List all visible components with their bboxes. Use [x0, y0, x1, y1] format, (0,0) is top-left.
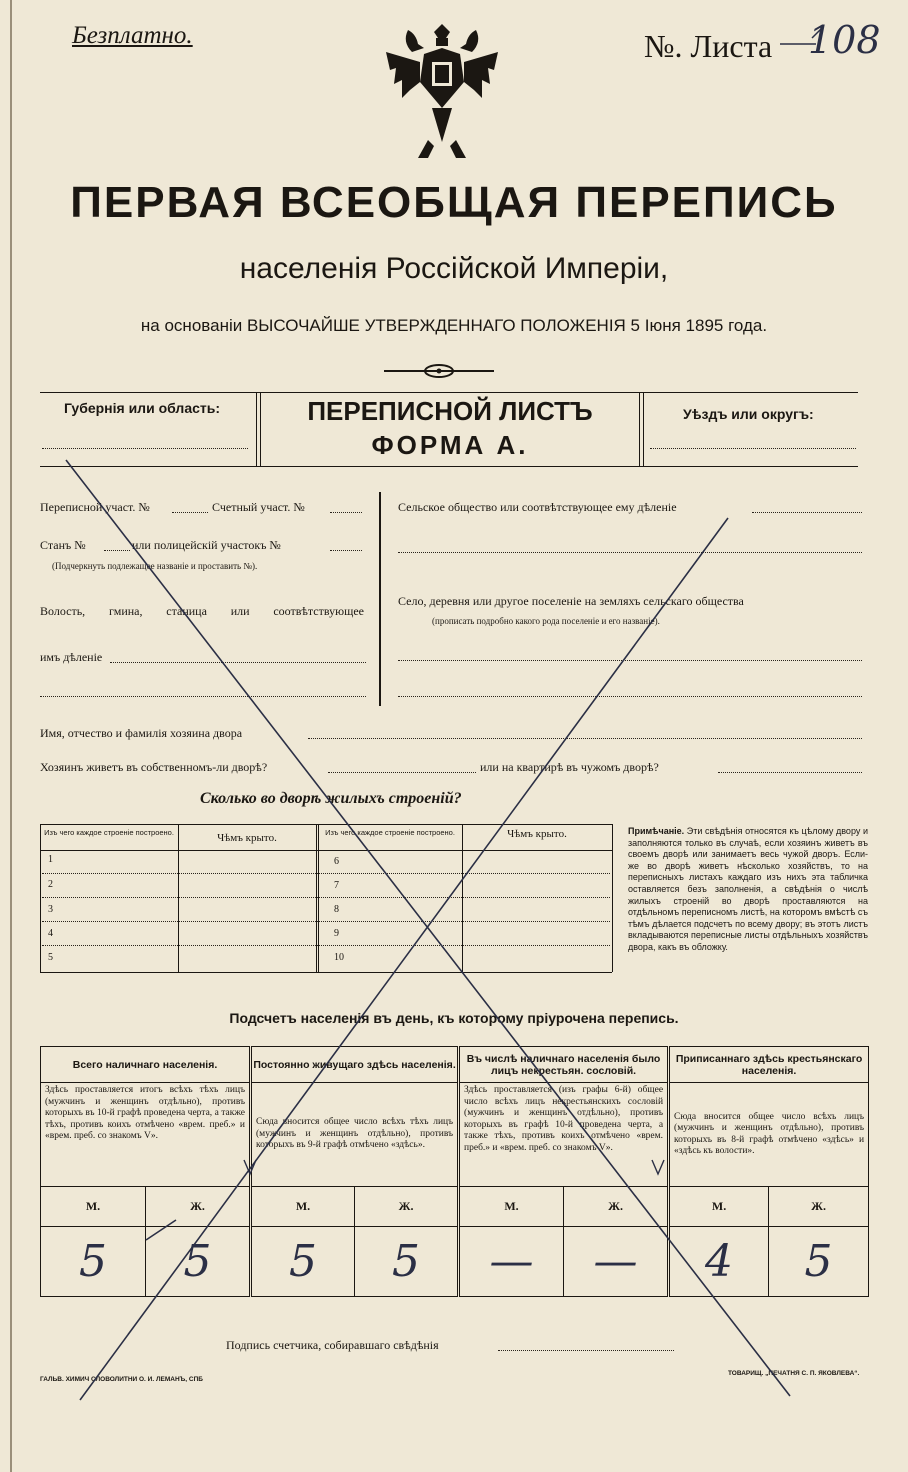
roof-header-left: Чѣмъ крыто.	[217, 832, 277, 844]
building-row-num: 8	[334, 904, 339, 915]
note-text: Эти свѣдѣнія относятся къ цѣлому двору и заполняются только въ случаѣ, если хозяинъ живетъ въ своемъ дворѣ или занимаетъ весь чужой дворъ. Если-же во дворѣ живетъ нѣсколько хозяйствъ, то на переписныхъ листахъ каждаго изъ нихъ эта табличка оставляется безъ заполненія, а свѣдѣнія о числѣ жилыхъ строеній во дворѣ проставляются на отдѣльномъ переписномъ листѣ, на которомъ вмѣстѣ съ тѣмъ дѣлается подсчетъ по всему двору; въ этотъ листъ вкладываются переписные листы отдѣльныхъ хозяйствъ двора, какъ въ обложку.	[628, 826, 868, 952]
tally-value-peasant-male[interactable]: 4	[669, 1227, 769, 1297]
stan-label: Станъ №	[40, 538, 86, 552]
tally-header-permanent: Постоянно живущаго здѣсь населенія.	[251, 1047, 459, 1083]
material-header-right: Изъ чего каждое строеніе построено.	[325, 828, 455, 837]
division-label: имъ дѣленіе	[40, 650, 103, 664]
building-row-num: 2	[48, 879, 53, 890]
male-label: М.	[41, 1187, 146, 1227]
female-label: Ж.	[769, 1187, 869, 1227]
female-label: Ж.	[355, 1187, 459, 1227]
tally-header-peasant: Приписаннаго здѣсь крестьянскаго населенія.	[669, 1047, 869, 1083]
building-row-num: 9	[334, 928, 339, 939]
tally-desc-non-peasant: Здѣсь проставляется (изъ графы 6-й) общее число всѣхъ лицъ некрестьянскихъ сословій (мужчинъ и женщинъ отдѣльно), противъ которыхъ въ графѣ 10-й проведена черта, а также тѣхъ, противъ коихъ отмѣчено «врем. преб.» и «врем. преб. со знакомъ V».	[459, 1083, 669, 1187]
signature-label: Подпись счетчика, собиравшаго свѣдѣнія	[226, 1338, 439, 1352]
owner-name-label: Имя, отчество и фамилія хозяина двора	[40, 726, 243, 740]
tally-value-total-male[interactable]: 5	[41, 1227, 146, 1297]
province-label: Губернія или область:	[64, 400, 221, 416]
subtitle: населенія Россійской Имперіи,	[239, 252, 669, 285]
building-row-num: 3	[48, 904, 53, 915]
tally-value-non-peasant-female[interactable]: —	[564, 1227, 669, 1297]
district-label: Уѣздъ или округъ:	[683, 406, 814, 422]
village-note: (прописать подробно какого рода поселеніе и его названіе).	[432, 616, 660, 626]
tally-title: Подсчетъ населенія въ день, къ которому пріурочена перепись.	[229, 1010, 679, 1026]
main-title: ПЕРВАЯ ВСЕОБЩАЯ ПЕРЕПИСЬ	[70, 178, 838, 227]
printer-right: ТОВАРИЩ. „ПЕЧАТНЯ С. П. ЯКОВЛЕВА“.	[728, 1370, 860, 1377]
tally-header-non-peasant: Въ числѣ наличнаго населенія было лицъ некрестьян. сословій.	[459, 1047, 669, 1083]
material-header-left: Изъ чего каждое строеніе построено.	[44, 828, 174, 837]
tally-value-permanent-female[interactable]: 5	[355, 1227, 459, 1297]
building-row-num: 7	[334, 880, 339, 891]
male-label: М.	[251, 1187, 355, 1227]
form-title: ПЕРЕПИСНОЙ ЛИСТЪ	[307, 396, 593, 426]
building-row-num: 5	[48, 952, 53, 963]
tally-value-non-peasant-male[interactable]: —	[459, 1227, 564, 1297]
printer-left: ГАЛЬВ. ХИМИЧ СЛОВОЛИТНИ О. И. ЛЕМАНЪ, СПБ	[40, 1376, 203, 1383]
roof-header-right: Чѣмъ крыто.	[507, 828, 567, 840]
basis-line: на основаніи ВЫСОЧАЙШЕ УТВЕРЖДЕННАГО ПОЛОЖЕНІЯ 5 Іюня 1895 года.	[140, 316, 768, 335]
sheet-number-handwritten: 108	[808, 18, 881, 62]
buildings-question: Сколько во дворѣ жилыхъ строеній?	[200, 790, 462, 807]
male-label: М.	[669, 1187, 769, 1227]
form-name: ФОРМА А.	[371, 430, 529, 460]
underline-note: (Подчеркнуть подлежащее названіе и проставить №).	[52, 561, 258, 571]
tally-desc-permanent: Сюда вносится общее число всѣхъ тѣхъ лицъ (мужчинъ и женщинъ отдѣльно), противъ которыхъ въ 9-й графѣ отмѣчено «здѣсь».	[251, 1083, 459, 1187]
building-row-num: 6	[334, 856, 339, 867]
building-row-num: 10	[334, 952, 344, 963]
free-label: Безплатно.	[72, 22, 193, 49]
tally-desc-total: Здѣсь проставляется итогъ всѣхъ тѣхъ лицъ (мужчинъ и женщинъ отдѣльно), противъ которыхъ въ 10-й графѣ проведена черта, а также тѣхъ, противъ коихъ отмѣчено «врем. преб.» и «врем. преб. со знакомъ V».	[41, 1083, 251, 1187]
tally-header-total: Всего наличнаго населенія.	[41, 1047, 251, 1083]
sheet-number-label: №. Листа	[644, 28, 773, 64]
tally-value-permanent-male[interactable]: 5	[251, 1227, 355, 1297]
census-section-label: Переписной участ. №	[40, 500, 150, 514]
building-row-num: 1	[48, 854, 53, 865]
note-title: Примѣчаніе.	[628, 826, 685, 836]
building-row-num: 4	[48, 928, 53, 939]
rural-society-label: Сельское общество или соотвѣтствующее ему дѣленіе	[398, 500, 677, 514]
tally-value-peasant-female[interactable]: 5	[769, 1227, 869, 1297]
lives-rent-label: или на квартирѣ въ чужомъ дворѣ?	[480, 760, 659, 774]
tally-desc-peasant: Сюда вносится общее число всѣхъ лицъ (мужчинъ и женщинъ отдѣльно), противъ которыхъ въ 8-й графѣ отмѣчено «здѣсь» и «здѣсь къ волости».	[669, 1083, 869, 1187]
volost-label: Волость, гмина, станица или соотвѣтствующее	[40, 604, 364, 618]
tally-value-total-female[interactable]: 5	[146, 1227, 251, 1297]
female-label: Ж.	[564, 1187, 669, 1227]
count-section-label: Счетный участ. №	[212, 500, 305, 514]
male-label: М.	[459, 1187, 564, 1227]
police-section-label: или полицейскій участокъ №	[132, 538, 281, 552]
female-label: Ж.	[146, 1187, 251, 1227]
lives-own-label: Хозяинъ живетъ въ собственномъ-ли дворѣ?	[40, 760, 268, 774]
village-label: Село, деревня или другое поселеніе на земляхъ сельскаго общества	[398, 594, 744, 608]
